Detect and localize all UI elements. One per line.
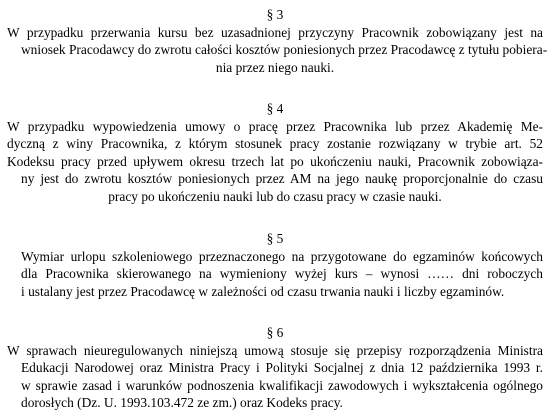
section-heading: § 4 [266, 101, 284, 116]
section-6 [7, 324, 543, 412]
section-body [7, 118, 543, 206]
paragraph-line: i ustalany jest przez Pracodawcę w zależności od czasu trwania nauki i liczby egzaminów. [21, 283, 505, 299]
section-body [7, 342, 543, 412]
paragraph-line: Kodeksu pracy przed upływem okresu trzech lat po ukończeniu nauki, Pracownik zobowiąza- [7, 153, 543, 169]
paragraph-line: pracy po ukończeniu nauki lub do czasu pracy w czasie nauki. [108, 188, 442, 204]
section-body [7, 24, 548, 77]
paragraph-line: Edukacji Narodowej oraz Ministra Pracy i Polityki Socjalnej z dnia 12 października 1993 r. [21, 360, 543, 375]
paragraph-line: Wymiar urlopu szkoleniowego przeznaczonego na przygotowane do egzaminów końcowych [21, 248, 543, 264]
section-3 [7, 6, 548, 76]
paragraph-line: dla Pracownika skierowanego na wymieniony wyżej kurs – wynosi …… dni roboczych [21, 266, 543, 281]
paragraph-line: wniosek Pracodawcy do zwrotu całości kosztów poniesionych przez Pracodawcę z tytułu pobiera- [21, 42, 548, 57]
section-body [7, 248, 543, 301]
paragraph-line: nia przez niego nauki. [215, 59, 335, 75]
paragraph-line: W sprawach nieuregulowanych niniejszą umową stosuje się przepisy rozporządzenia Ministra [7, 342, 543, 358]
section-heading: § 6 [266, 325, 284, 340]
paragraph-line: W przypadku wypowiedzenia umowy o pracę przez Pracownika lub przez Akademię Me- [7, 118, 543, 134]
section-heading: § 5 [266, 231, 284, 246]
paragraph-line: ny jest do zwrotu kosztów poniesionych przez AM na jego naukę proporcjonalnie do czasu [21, 171, 543, 186]
section-5 [7, 230, 543, 300]
paragraph-line: W przypadku przerwania kursu bez uzasadnionej przyczyny Pracownik zobowiązany jest na [7, 24, 543, 40]
paragraph-line: dyczną z winy Pracownika, z którym stosunek pracy zostanie rozwiązany w trybie art. 52 [7, 136, 543, 151]
section-4 [7, 100, 543, 205]
paragraph-line: dorosłych (Dz. U. 1993.103.472 ze zm.) oraz Kodeks pracy. [21, 395, 343, 410]
section-heading: § 3 [266, 7, 284, 22]
paragraph-line: w sprawie zasad i warunków podnoszenia kwalifikacji zawodowych i wykształcenia ogólnego [21, 377, 543, 393]
